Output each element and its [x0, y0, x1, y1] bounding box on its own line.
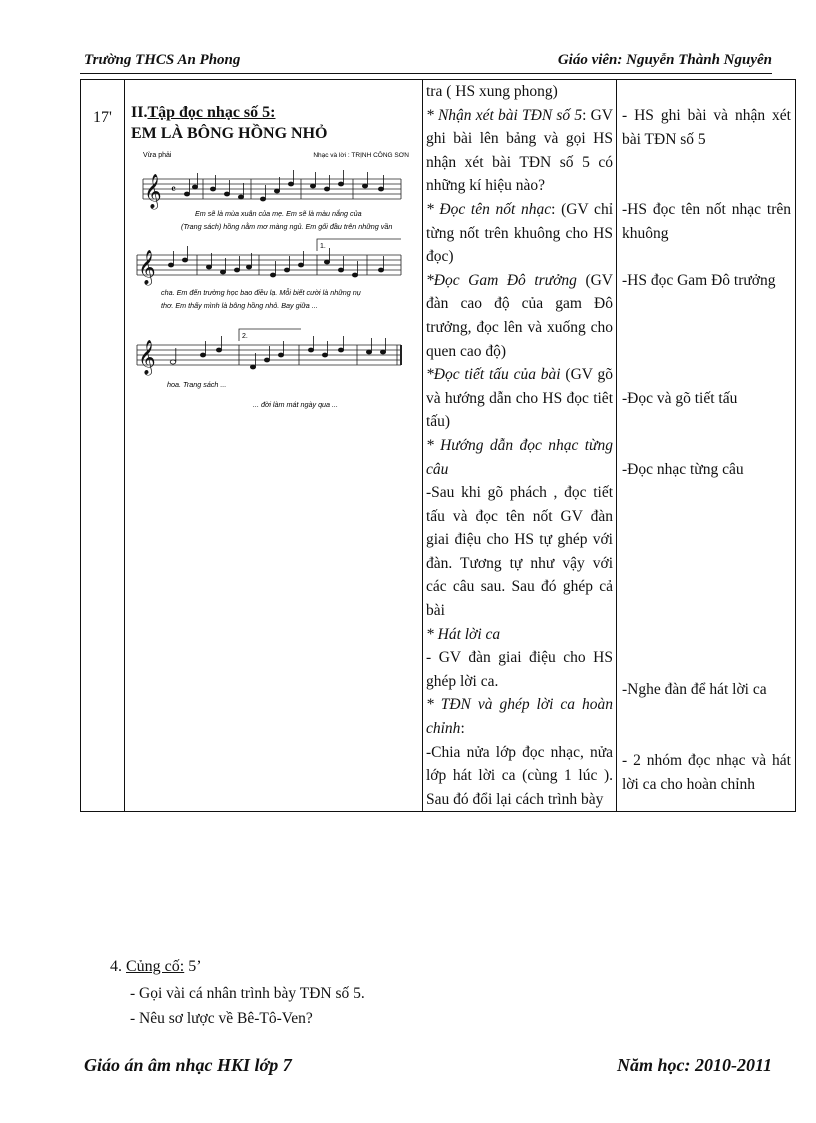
teacher-line: - GV đàn giai điệu cho HS ghép lời ca.: [426, 649, 613, 690]
lyric-line-1a: Em sẽ là mùa xuân của mẹ. Em sẽ là màu nắng của: [195, 209, 362, 218]
teacher-line: : (GV chỉ từng nốt trên khuông cho HS đọc): [426, 200, 613, 266]
teacher-activity-cell: [423, 80, 617, 812]
volta-bracket-2: [239, 329, 301, 341]
volta-label-1: 1.: [320, 243, 326, 250]
student-line: -Đọc và gõ tiết tấu: [622, 390, 738, 407]
consolidation-item-2: - Nêu sơ lược về Bê-Tô-Ven?: [130, 1010, 313, 1027]
time-cell: 17': [81, 80, 125, 812]
teacher-line: -Sau khi gõ phách , đọc tiết tấu và đọc tên nốt GV đàn giai điệu cho HS tự ghép với đàn. Tương tự như vậy với các câu sau. Sau đó ghép cả bài: [426, 484, 613, 620]
section-number: II.: [131, 104, 148, 121]
lyric-line-2b: thơ. Em thấy mình là bông hồng nhỏ. Bay giữa ...: [161, 301, 318, 310]
staff-2: [137, 255, 401, 275]
teacher-line: -Chia nửa lớp đọc nhạc, nửa lớp hát lời ca (cùng 1 lúc ). Sau đó đổi lại cách trình bày: [426, 743, 613, 808]
student-line: - HS ghi bài và nhận xét bài TĐN số 5: [622, 107, 791, 148]
teacher-line: tra ( HS xung phong): [426, 83, 558, 100]
treble-clef-icon: 𝄞: [138, 341, 156, 374]
treble-clef-icon: 𝄞: [144, 175, 162, 208]
student-line: -HS đọc Gam Đô trưởng: [622, 272, 776, 289]
teacher-heading: * Hướng dẫn đọc nhạc từng câu: [426, 436, 613, 478]
student-line: -Nghe đàn để hát lời ca: [622, 681, 767, 698]
notes-staff-3: [170, 336, 385, 369]
consolidation-time: 5’: [188, 958, 202, 975]
song-title: EM LÀ BÔNG HỒNG NHỎ: [131, 125, 328, 142]
volta-label-2: 2.: [242, 333, 248, 340]
teacher-line: :: [460, 720, 465, 738]
notes-staff-1: [184, 170, 383, 201]
time-signature-icon: 𝄴: [171, 184, 176, 196]
lesson-table: [80, 79, 796, 812]
teacher-heading: * Đọc tên nốt nhạc: [426, 200, 552, 218]
consolidation-label: Củng cố:: [126, 958, 185, 975]
lyric-line-1b: (Trang sách) hồng nằm mơ màng ngủ. Em gối đầu trên những vần: [181, 222, 393, 231]
score-tempo: Vừa phải: [143, 152, 172, 159]
lyric-line-2a: cha. Em đến trường học bao điều lạ. Mỗi biết cười là những nụ: [161, 288, 361, 297]
teacher-heading: * Nhận xét bài TĐN số 5: [426, 106, 583, 124]
consolidation-heading: [110, 958, 202, 976]
treble-clef-icon: 𝄞: [138, 251, 156, 284]
score-credit: Nhạc và lời : TRỊNH CÔNG SƠN: [313, 152, 409, 159]
lyric-line-3b: ... đời làm mát ngày qua ...: [253, 400, 339, 409]
teacher-heading: * TĐN và ghép lời ca hoàn chỉnh: [426, 696, 613, 738]
student-line: -Đọc nhạc từng câu: [622, 461, 744, 478]
student-activity-cell: [617, 80, 796, 812]
section-title: [131, 102, 422, 123]
lyric-line-3a: hoa. Trang sách ...: [167, 380, 227, 389]
consolidation-number: 4.: [110, 958, 122, 975]
teacher-heading: *Đọc tiết tấu của bài: [426, 366, 561, 384]
teacher-activity-text: [426, 80, 613, 811]
staff-1: [143, 179, 401, 199]
notes-staff-2: [168, 246, 383, 277]
teacher-heading: * Hát lời ca: [426, 625, 501, 643]
student-line: - 2 nhóm đọc nhạc và hát lời ca cho hoàn chỉnh: [622, 752, 791, 793]
page-header: [84, 52, 772, 74]
header-rule: [80, 73, 772, 74]
score-svg: [131, 149, 411, 449]
content-cell: [125, 80, 423, 812]
teacher-line: (GV gõ và hướng dẫn cho HS đọc tiêt tấu): [426, 366, 613, 431]
section-title-text: Tập đọc nhạc số 5:: [147, 104, 276, 121]
consolidation-item-1: - Gọi vài cá nhân trình bày TĐN số 5.: [130, 985, 365, 1002]
footer-year: Năm học: 2010-2011: [617, 1055, 772, 1075]
school-name: Trường THCS An Phong: [84, 52, 241, 68]
teacher-name: Giáo viên: Nguyễn Thành Nguyên: [557, 52, 772, 68]
student-line: -HS đọc tên nốt nhạc trên khuông: [622, 201, 791, 242]
music-score: [131, 149, 422, 457]
teacher-line: (GV đàn cao độ của gam Đô trưởng, đọc lên và xuống cho quen cao độ): [426, 271, 613, 360]
teacher-heading: *Đọc Gam Đô trưởng: [426, 271, 577, 289]
teacher-line: : GV ghi bài lên bảng và gọi HS nhận xét bài TĐN số 5 có những kí hiệu nào?: [426, 106, 613, 195]
footer-course: Giáo án âm nhạc HKI lớp 7: [84, 1055, 292, 1075]
lesson-row: [81, 80, 796, 812]
